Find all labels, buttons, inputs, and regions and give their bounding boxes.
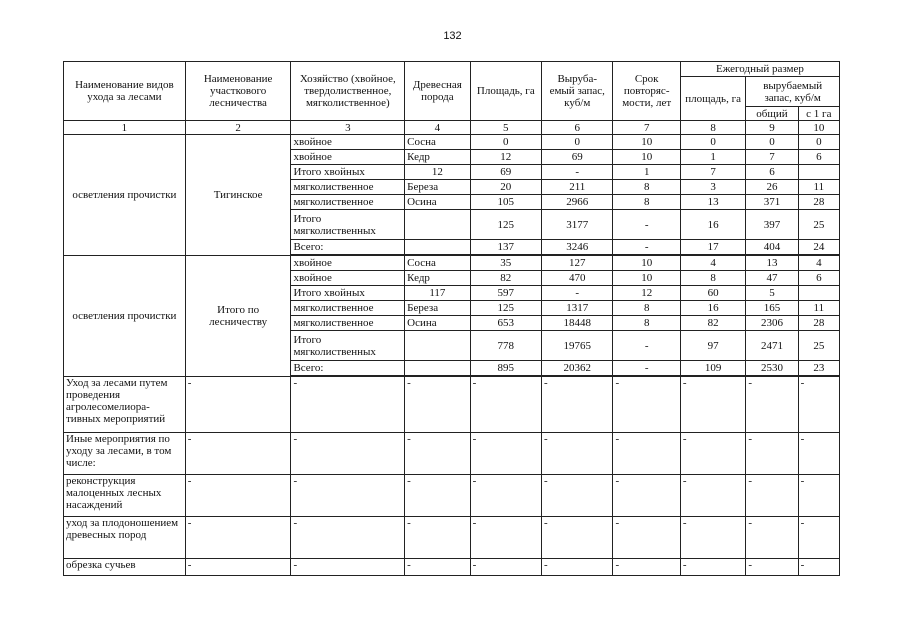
dash-cell: - <box>542 377 613 433</box>
column-number: 2 <box>185 121 291 135</box>
column-number: 9 <box>746 121 798 135</box>
annual-area-cell: 3 <box>680 180 745 195</box>
table-row <box>64 256 840 271</box>
dash-cell: - <box>798 517 839 559</box>
period-cell: 8 <box>613 180 680 195</box>
farm-cell: мягколиственное <box>291 180 405 195</box>
dash-cell: - <box>613 517 680 559</box>
species-cell: Береза <box>405 180 470 195</box>
header-per-ha: с 1 га <box>798 107 839 121</box>
period-cell: 8 <box>613 316 680 331</box>
stock-cell: 19765 <box>542 331 613 361</box>
dash-cell: - <box>405 517 470 559</box>
species-cell <box>405 331 470 361</box>
annual-total-cell: 371 <box>746 195 798 210</box>
annual-per-ha-cell: 24 <box>798 240 839 255</box>
dash-cell: - <box>798 433 839 475</box>
dash-cell: - <box>470 475 541 517</box>
care-type-cell: уход за плодоношением древесных пород <box>64 517 186 559</box>
dash-cell: - <box>798 377 839 433</box>
annual-total-cell: 165 <box>746 301 798 316</box>
stock-cell: 20362 <box>542 361 613 376</box>
area-cell: 35 <box>470 256 541 271</box>
farm-cell: Итого мягколиственных <box>291 331 405 361</box>
annual-area-cell: 16 <box>680 210 745 240</box>
period-cell: 10 <box>613 271 680 286</box>
stock-cell: - <box>542 165 613 180</box>
table-row <box>64 517 840 559</box>
annual-area-cell: 97 <box>680 331 745 361</box>
care-type-cell: обрезка сучьев <box>64 559 186 576</box>
column-number: 10 <box>798 121 839 135</box>
dash-cell: - <box>613 475 680 517</box>
column-number: 6 <box>542 121 613 135</box>
column-number: 1 <box>64 121 186 135</box>
dash-cell: - <box>185 475 291 517</box>
dash-cell: - <box>746 377 798 433</box>
period-cell: 10 <box>613 135 680 150</box>
period-cell: 10 <box>613 256 680 271</box>
annual-total-cell: 5 <box>746 286 798 301</box>
farm-cell: мягколиственное <box>291 195 405 210</box>
header-forestry: Наименование участкового лесничества <box>185 62 291 121</box>
species-cell: 117 <box>405 286 470 301</box>
annual-per-ha-cell <box>798 286 839 301</box>
period-cell: 8 <box>613 301 680 316</box>
dash-cell: - <box>542 433 613 475</box>
farm-cell: Итого хвойных <box>291 165 405 180</box>
care-type-cell: реконструкция малоценных лесных насаждений <box>64 475 186 517</box>
annual-area-cell: 60 <box>680 286 745 301</box>
annual-area-cell: 109 <box>680 361 745 376</box>
farm-cell: хвойное <box>291 135 405 150</box>
column-number: 4 <box>405 121 470 135</box>
annual-per-ha-cell: 11 <box>798 180 839 195</box>
annual-total-cell: 26 <box>746 180 798 195</box>
species-cell: Береза <box>405 301 470 316</box>
period-cell: - <box>613 331 680 361</box>
dash-cell: - <box>291 559 405 576</box>
farm-cell: хвойное <box>291 271 405 286</box>
dash-cell: - <box>291 475 405 517</box>
dash-cell: - <box>542 559 613 576</box>
header-stock: Выруба- емый запас, куб/м <box>542 62 613 121</box>
annual-per-ha-cell: 4 <box>798 256 839 271</box>
stock-cell: 211 <box>542 180 613 195</box>
farm-cell: Всего: <box>291 361 405 376</box>
dash-cell: - <box>470 517 541 559</box>
period-cell: - <box>613 361 680 376</box>
period-cell: 8 <box>613 195 680 210</box>
dash-cell: - <box>291 433 405 475</box>
care-type-cell: Иные мероприятия по уходу за лесами, в том числе: <box>64 433 186 475</box>
stock-cell: 69 <box>542 150 613 165</box>
species-cell <box>405 210 470 240</box>
annual-total-cell: 2471 <box>746 331 798 361</box>
farm-cell: мягколиственное <box>291 316 405 331</box>
annual-total-cell: 2306 <box>746 316 798 331</box>
dash-cell: - <box>613 433 680 475</box>
header-care-type: Наименование видов ухода за лесами <box>64 62 186 121</box>
period-cell: - <box>613 240 680 255</box>
area-cell: 105 <box>470 195 541 210</box>
annual-area-cell: 13 <box>680 195 745 210</box>
annual-area-cell: 8 <box>680 271 745 286</box>
care-type-cell: осветления прочистки <box>64 135 186 256</box>
annual-area-cell: 0 <box>680 135 745 150</box>
dash-cell: - <box>470 377 541 433</box>
dash-cell: - <box>185 559 291 576</box>
annual-total-cell: 397 <box>746 210 798 240</box>
annual-total-cell: 47 <box>746 271 798 286</box>
dash-cell: - <box>405 377 470 433</box>
annual-area-cell: 4 <box>680 256 745 271</box>
farm-cell: Итого хвойных <box>291 286 405 301</box>
species-cell: Осина <box>405 195 470 210</box>
annual-total-cell: 0 <box>746 135 798 150</box>
annual-total-cell: 13 <box>746 256 798 271</box>
annual-per-ha-cell: 6 <box>798 271 839 286</box>
stock-cell: 470 <box>542 271 613 286</box>
area-cell: 895 <box>470 361 541 376</box>
header-period: Срок повторяс- мости, лет <box>613 62 680 121</box>
species-cell: Кедр <box>405 150 470 165</box>
annual-area-cell: 16 <box>680 301 745 316</box>
area-cell: 597 <box>470 286 541 301</box>
dash-cell: - <box>680 559 745 576</box>
column-number: 3 <box>291 121 405 135</box>
dash-cell: - <box>613 377 680 433</box>
header-area: Площадь, га <box>470 62 541 121</box>
header-species: Древесная порода <box>405 62 470 121</box>
annual-area-cell: 17 <box>680 240 745 255</box>
annual-area-cell: 82 <box>680 316 745 331</box>
period-cell: 10 <box>613 150 680 165</box>
species-cell: Сосна <box>405 256 470 271</box>
dash-cell: - <box>291 377 405 433</box>
table-row <box>64 559 840 576</box>
annual-total-cell: 2530 <box>746 361 798 376</box>
forest-care-table <box>63 61 840 576</box>
header-farm: Хозяйство (хвойное, твердолиственное, мягколиственное) <box>291 62 405 121</box>
stock-cell: 18448 <box>542 316 613 331</box>
stock-cell: 3177 <box>542 210 613 240</box>
dash-cell: - <box>542 475 613 517</box>
period-cell: 1 <box>613 165 680 180</box>
header-annual: Ежегодный размер <box>680 62 839 77</box>
annual-total-cell: 7 <box>746 150 798 165</box>
annual-area-cell: 1 <box>680 150 745 165</box>
farm-cell: Итого мягколиственных <box>291 210 405 240</box>
farm-cell: Всего: <box>291 240 405 255</box>
dash-cell: - <box>405 475 470 517</box>
species-cell: 12 <box>405 165 470 180</box>
annual-per-ha-cell: 28 <box>798 195 839 210</box>
annual-per-ha-cell: 25 <box>798 331 839 361</box>
forestry-cell: Итого по лесничеству <box>185 256 291 377</box>
header-annual-area: площадь, га <box>680 77 745 121</box>
farm-cell: мягколиственное <box>291 301 405 316</box>
area-cell: 125 <box>470 210 541 240</box>
area-cell: 125 <box>470 301 541 316</box>
dash-cell: - <box>798 475 839 517</box>
forestry-cell: Тигинское <box>185 135 291 256</box>
species-cell <box>405 240 470 255</box>
dash-cell: - <box>613 559 680 576</box>
dash-cell: - <box>746 517 798 559</box>
care-type-cell: Уход за лесами путем проведения агролесомелиора- тивных мероприятий <box>64 377 186 433</box>
period-cell: - <box>613 210 680 240</box>
stock-cell: 3246 <box>542 240 613 255</box>
dash-cell: - <box>405 559 470 576</box>
dash-cell: - <box>470 559 541 576</box>
farm-cell: хвойное <box>291 256 405 271</box>
column-number: 8 <box>680 121 745 135</box>
annual-total-cell: 404 <box>746 240 798 255</box>
annual-per-ha-cell: 23 <box>798 361 839 376</box>
dash-cell: - <box>746 559 798 576</box>
annual-per-ha-cell: 11 <box>798 301 839 316</box>
table-row <box>64 433 840 475</box>
dash-cell: - <box>185 433 291 475</box>
dash-cell: - <box>680 377 745 433</box>
area-cell: 653 <box>470 316 541 331</box>
dash-cell: - <box>185 517 291 559</box>
dash-cell: - <box>185 377 291 433</box>
annual-per-ha-cell: 6 <box>798 150 839 165</box>
dash-cell: - <box>291 517 405 559</box>
table-row <box>64 377 840 433</box>
dash-cell: - <box>680 433 745 475</box>
table-row <box>64 135 840 150</box>
farm-cell: хвойное <box>291 150 405 165</box>
stock-cell: 1317 <box>542 301 613 316</box>
table-row <box>64 475 840 517</box>
dash-cell: - <box>798 559 839 576</box>
page-number: 132 <box>443 30 462 42</box>
column-number: 7 <box>613 121 680 135</box>
area-cell: 778 <box>470 331 541 361</box>
annual-per-ha-cell: 0 <box>798 135 839 150</box>
annual-per-ha-cell: 28 <box>798 316 839 331</box>
stock-cell: - <box>542 286 613 301</box>
dash-cell: - <box>680 475 745 517</box>
column-number: 5 <box>470 121 541 135</box>
header-total: общий <box>746 107 798 121</box>
stock-cell: 2966 <box>542 195 613 210</box>
dash-cell: - <box>470 433 541 475</box>
area-cell: 82 <box>470 271 541 286</box>
annual-per-ha-cell <box>798 165 839 180</box>
annual-per-ha-cell: 25 <box>798 210 839 240</box>
species-cell: Сосна <box>405 135 470 150</box>
area-cell: 69 <box>470 165 541 180</box>
annual-area-cell: 7 <box>680 165 745 180</box>
annual-total-cell: 6 <box>746 165 798 180</box>
care-type-cell: осветления прочистки <box>64 256 186 377</box>
dash-cell: - <box>542 517 613 559</box>
dash-cell: - <box>405 433 470 475</box>
species-cell: Кедр <box>405 271 470 286</box>
dash-cell: - <box>746 433 798 475</box>
species-cell <box>405 361 470 376</box>
area-cell: 20 <box>470 180 541 195</box>
dash-cell: - <box>680 517 745 559</box>
area-cell: 137 <box>470 240 541 255</box>
header-cut-volume: вырубаемый запас, куб/м <box>746 77 840 107</box>
area-cell: 0 <box>470 135 541 150</box>
period-cell: 12 <box>613 286 680 301</box>
area-cell: 12 <box>470 150 541 165</box>
species-cell: Осина <box>405 316 470 331</box>
stock-cell: 127 <box>542 256 613 271</box>
dash-cell: - <box>746 475 798 517</box>
stock-cell: 0 <box>542 135 613 150</box>
